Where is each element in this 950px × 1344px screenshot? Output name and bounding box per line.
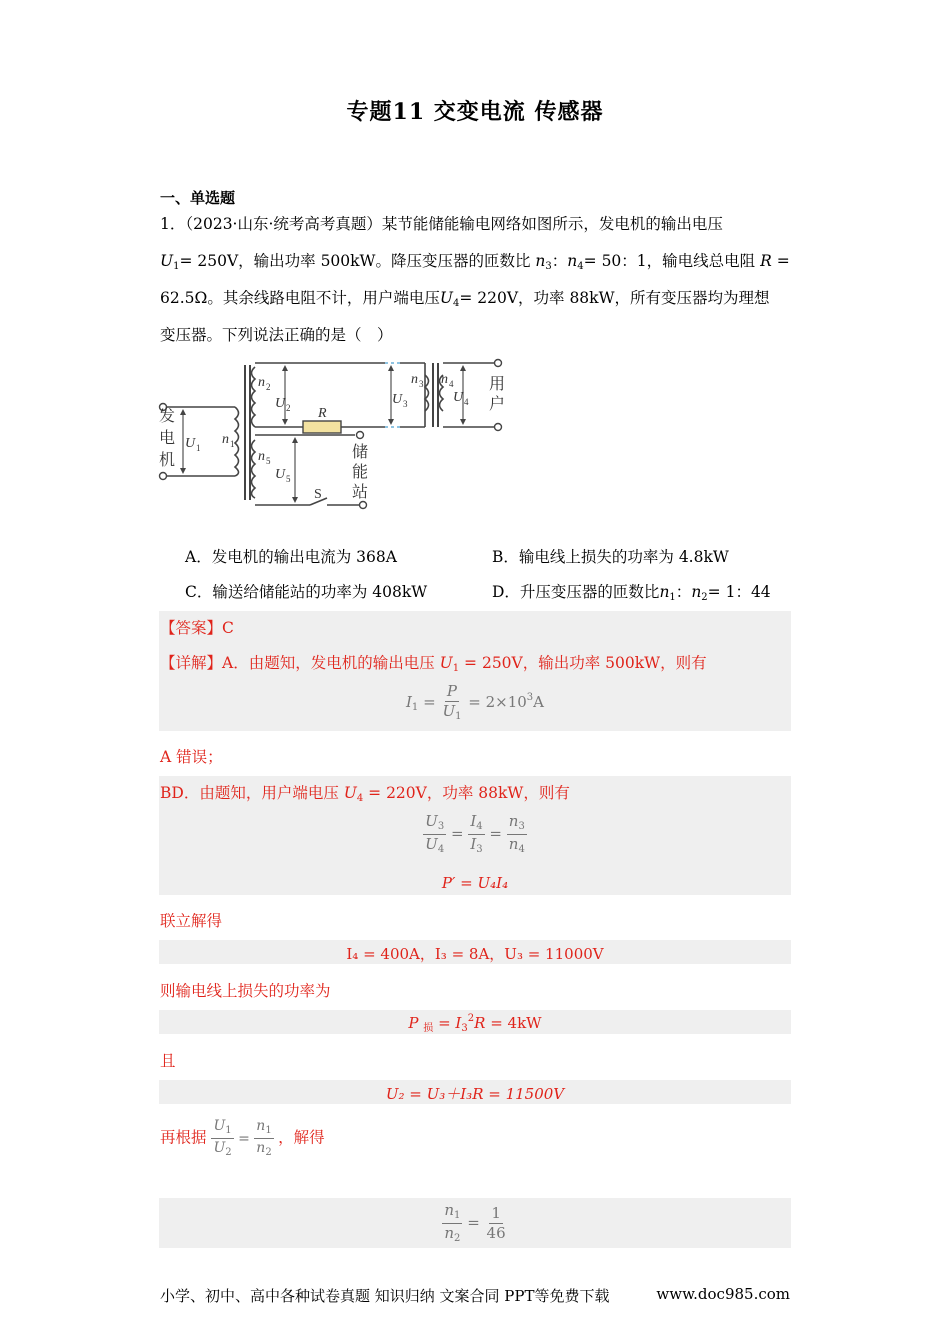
detail-joint: 联立解得 bbox=[160, 912, 223, 930]
svg-text:电: 电 bbox=[159, 430, 176, 447]
svg-text:U: U bbox=[392, 392, 403, 407]
footer-text: 小学、初中、高中各种试卷真题 知识归纳 文案合同 PPT等免费下载 bbox=[160, 1287, 610, 1305]
svg-text:3: 3 bbox=[419, 379, 424, 389]
svg-text:n: n bbox=[222, 432, 229, 447]
svg-text:储: 储 bbox=[352, 444, 369, 461]
equation-final: $\frac{n_1}{n_2}$ = $\frac{1}{46}$ bbox=[444, 1201, 506, 1244]
equation-i1: $I_1$ = $\frac{P}{U_1}$ = $2\times 10^3A$ bbox=[405, 682, 545, 722]
question-line-3: 62.5Ω。其余线路电阻不计，用户端电压$U_4= 220V$，功率 88kW，所有变压器均为理想 bbox=[160, 289, 770, 309]
detail-a-intro: 【详解】A．由题知，发电机的输出电压 $U_1 = 250V$，输出功率 500kW，则有 bbox=[160, 654, 707, 674]
svg-text:n: n bbox=[258, 449, 265, 464]
page-footer bbox=[160, 1285, 790, 1306]
footer-link[interactable]: www.doc985.com bbox=[656, 1285, 790, 1303]
detail-loss-intro: 则输电线上损失的功率为 bbox=[160, 982, 331, 1000]
svg-text:U: U bbox=[275, 396, 286, 411]
option-a[interactable]: A．发电机的输出电流为 368A bbox=[185, 548, 397, 566]
question-line-1: 1．（2023·山东·统考高考真题）某节能储能输电网络如图所示，发电机的输出电压 bbox=[160, 215, 723, 233]
svg-text:5: 5 bbox=[286, 474, 291, 484]
equation-currents: I₄ = 400A，I₃ = 8A，U₃ = 11000V bbox=[346, 945, 604, 963]
svg-text:n: n bbox=[411, 372, 418, 387]
option-c[interactable]: C．输送给储能站的功率为 408kW bbox=[185, 583, 428, 601]
svg-text:n: n bbox=[258, 375, 265, 390]
svg-text:1: 1 bbox=[230, 439, 235, 449]
circuit-diagram bbox=[155, 355, 515, 510]
question-line-4: 变压器。下列说法正确的是（ ） bbox=[160, 326, 393, 344]
svg-text:用: 用 bbox=[489, 376, 506, 393]
equation-loss: P $_损 = I_3^2R = 4kW$ bbox=[408, 1013, 542, 1034]
svg-text:1: 1 bbox=[196, 443, 201, 453]
svg-text:2: 2 bbox=[266, 382, 271, 392]
svg-text:4: 4 bbox=[449, 379, 454, 389]
detail-bd-intro: BD．由题知，用户端电压 $U_4 = 220V$，功率 88kW，则有 bbox=[160, 784, 570, 804]
svg-text:R: R bbox=[318, 406, 327, 421]
detail-a-wrong: A 错误； bbox=[160, 748, 223, 766]
option-b[interactable]: B．输电线上损失的功率为 4.8kW bbox=[492, 548, 729, 566]
svg-text:户: 户 bbox=[489, 396, 506, 413]
equation-ratio: $\frac{U_3}{U_4}$ = $\frac{I_4}{I_3}$ = $\frac{n_3}{n_4}$ bbox=[425, 812, 525, 855]
detail-and: 且 bbox=[160, 1052, 176, 1070]
equation-u2: U₂ = U₃＋I₃R = 11500V bbox=[385, 1085, 565, 1103]
equation-power: P′ = U₄I₄ bbox=[441, 874, 509, 892]
svg-text:S: S bbox=[314, 487, 322, 502]
section-heading: 一、单选题 bbox=[160, 189, 236, 207]
svg-text:U: U bbox=[453, 390, 464, 405]
svg-text:机: 机 bbox=[159, 452, 176, 469]
svg-text:3: 3 bbox=[403, 399, 408, 409]
svg-text:发: 发 bbox=[159, 408, 176, 425]
svg-text:U: U bbox=[275, 467, 286, 482]
svg-text:n: n bbox=[441, 372, 448, 387]
svg-text:2: 2 bbox=[286, 403, 291, 413]
svg-text:U: U bbox=[185, 436, 196, 451]
svg-text:站: 站 bbox=[352, 484, 369, 501]
detail-then: 再根据 $\frac{U_1}{U_2}$ = $\frac{n_1}{n_2}$ ，解得 bbox=[160, 1118, 325, 1158]
answer-line: 【答案】C bbox=[160, 619, 234, 637]
page-title: 专题11 交变电流 传感器 bbox=[346, 99, 604, 125]
option-d[interactable]: D．升压变压器的匝数比$n_1$：$n_2= 1$：44 bbox=[492, 583, 771, 603]
question-line-2: $U_1= 250V$，输出功率 500kW。降压变压器的匝数比 $n_3$：$n_4= 50$：1，输电线总电阻 R = bbox=[160, 252, 790, 272]
svg-text:5: 5 bbox=[266, 456, 271, 466]
svg-text:4: 4 bbox=[464, 397, 469, 407]
svg-text:能: 能 bbox=[352, 464, 369, 481]
